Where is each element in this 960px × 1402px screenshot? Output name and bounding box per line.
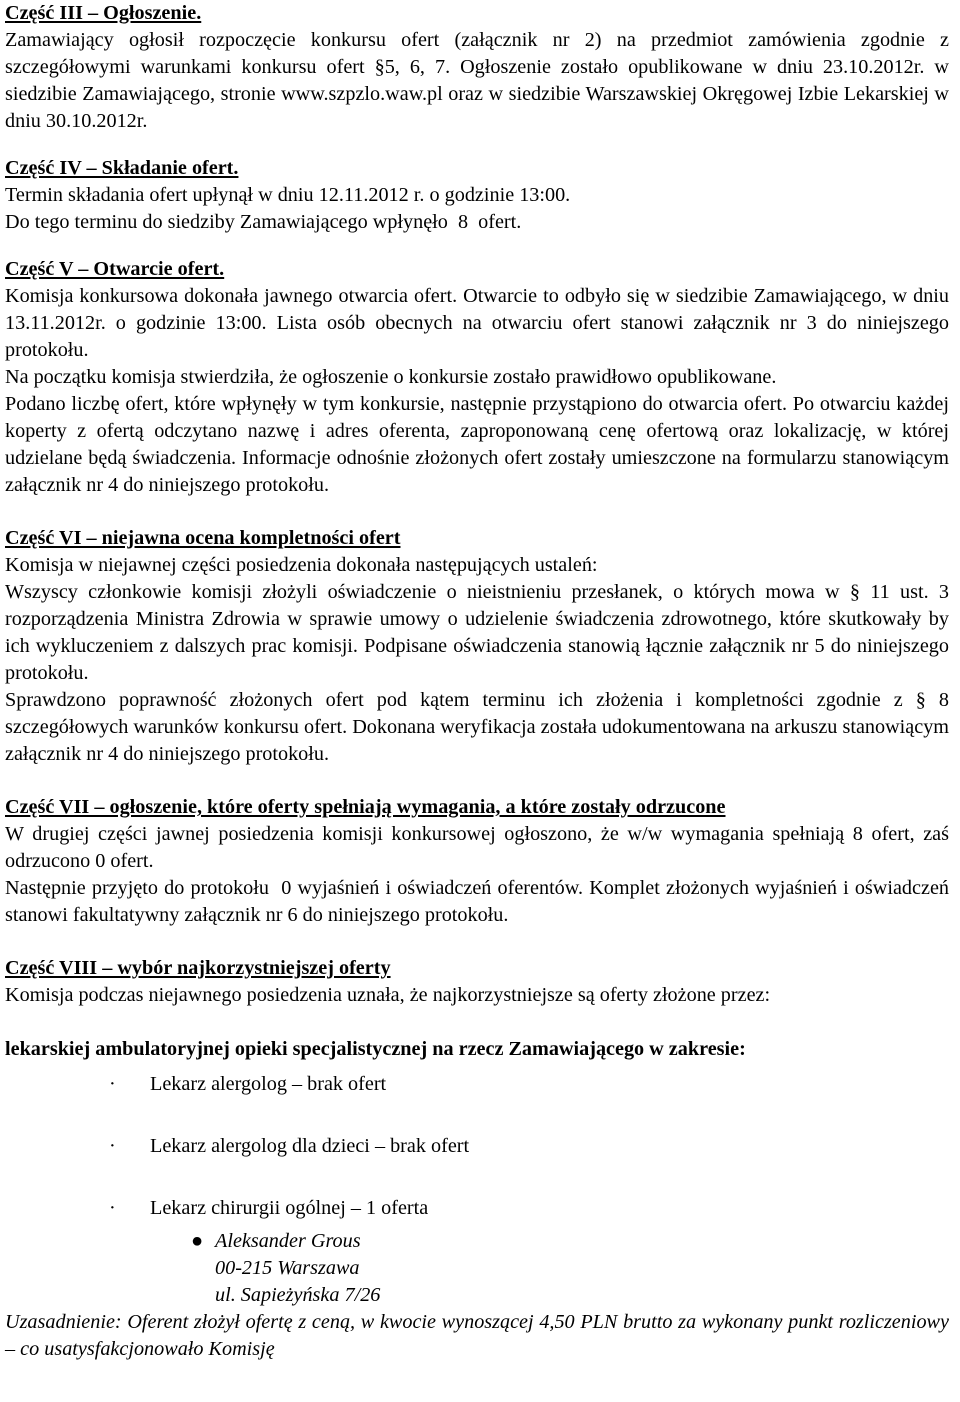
section-6-heading: Część VI – niejawna ocena kompletności ofert <box>5 527 401 549</box>
section-4-line-1: Termin składania ofert upłynął w dniu 12.11.2012 r. o godzinie 13:00. <box>5 184 571 206</box>
middle-dot-icon: · <box>109 1135 116 1157</box>
section-5-heading: Część V – Otwarcie ofert. <box>5 258 225 280</box>
section-4 <box>5 155 949 236</box>
section-6-paragraph-3: Sprawdzono poprawność złożonych ofert pod kątem terminu ich złożenia i kompletności zgodnie z § 8 szczegółowych warunków konkursu ofert. Dokonana weryfikacja została udokumentowana na arkuszu stanowiącym załącznik nr 4 do niniejszego protokołu. <box>5 689 949 765</box>
justification: Uzasadnienie: Oferent złożył ofertę z ceną, w kwocie wynoszącej 4,50 PLN brutto za wykonany punkt rozliczeniowy – co usatysfakcjonowało Komisję <box>5 1311 949 1360</box>
section-5-paragraph-2: Na początku komisja stwierdziła, że ogłoszenie o konkursie zostało prawidłowo opublikowane. <box>5 366 777 388</box>
section-5-paragraph-3: Podano liczbę ofert, które wpłynęły w tym konkursie, następnie przystąpiono do otwarcia ofert. Po otwarciu każdej koperty z ofertą odczytano nazwę i adres oferenta, zaproponowaną cenę ofertową oraz lokalizację, w której udzielane będą świadczenia. Informacje odnośnie złożonych ofert zostały umieszczone na formularzu stanowiącym załącznik nr 4 do niniejszego protokołu. <box>5 393 949 496</box>
offeror-block <box>5 1228 949 1309</box>
section-7-heading: Część VII – ogłoszenie, które oferty spełniają wymagania, a które zostały odrzucone <box>5 796 726 818</box>
list-item <box>5 1071 949 1098</box>
section-3-heading: Część III – Ogłoszenie. <box>5 2 202 24</box>
list-item <box>5 1195 949 1222</box>
section-8-paragraph: Komisja podczas niejawnego posiedzenia uznała, że najkorzystniejsze są oferty złożone przez: <box>5 984 771 1006</box>
section-6-paragraph-1: Komisja w niejawnej części posiedzenia dokonała następujących ustaleń: <box>5 554 598 576</box>
document-page <box>5 0 955 1363</box>
section-4-heading: Część IV – Składanie ofert. <box>5 157 239 179</box>
section-6-paragraph-2: Wszyscy członkowie komisji złożyli oświadczenie o nieistnieniu przesłanek, o których mowa w § 11 ust. 3 rozporządzenia Ministra Zdrowia w sprawie umowy o udzielenie świadczenia zdrowotnego, które skutkowały by ich wykluczeniem z dalszych prac komisji. Podpisane oświadczenia stanowią łącznie załącznik nr 5 do niniejszego protokołu. <box>5 581 949 684</box>
section-3 <box>5 0 949 135</box>
section-8-heading: Część VIII – wybór najkorzystniejszej oferty <box>5 957 391 979</box>
list-item-label: Lekarz alergolog – brak ofert <box>150 1073 387 1095</box>
offeror-name: Aleksander Grous <box>215 1230 361 1252</box>
section-5-paragraph-1: Komisja konkursowa dokonała jawnego otwarcia ofert. Otwarcie to odbyło się w siedzibie Zamawiającego, w dniu 13.11.2012r. o godzinie 13:00. Lista osób obecnych na otwarciu ofert stanowi załącznik nr 3 do niniejszego protokołu. <box>5 285 949 361</box>
offeror-street: ul. Sapieżyńska 7/26 <box>215 1284 381 1306</box>
section-4-line-2: Do tego terminu do siedziby Zamawiającego wpłynęło 8 ofert. <box>5 211 522 233</box>
section-7-paragraph-1: W drugiej części jawnej posiedzenia komisji konkursowej ogłoszono, że w/w wymagania spełniają 8 ofert, zaś odrzucono 0 ofert. <box>5 823 949 872</box>
offeror-city: 00-215 Warszawa <box>215 1257 360 1279</box>
list-item-label: Lekarz chirurgii ogólnej – 1 oferta <box>150 1197 429 1219</box>
section-7 <box>5 794 955 929</box>
middle-dot-icon: · <box>109 1073 116 1095</box>
bullet-icon: ● <box>191 1230 204 1252</box>
section-7-paragraph-2: Następnie przyjęto do protokołu 0 wyjaśnień i oświadczeń oferentów. Komplet złożonych wyjaśnień i oświadczeń stanowi fakultatywny załącznik nr 6 do niniejszego protokołu. <box>5 877 955 926</box>
section-8 <box>5 955 949 1363</box>
middle-dot-icon: · <box>109 1197 116 1219</box>
section-5 <box>5 256 949 499</box>
section-3-paragraph: Zamawiający ogłosił rozpoczęcie konkursu ofert (załącznik nr 2) na przedmiot zamówienia zgodnie z szczegółowymi warunkami konkursu ofert §5, 6, 7. Ogłoszenie zostało opublikowane w dniu 23.10.2012r. w siedzibie Zamawiającego, stronie www.szpzlo.waw.pl oraz w siedzibie Warszawskiej Okręgowej Izbie Lekarskiej w dniu 30.10.2012r. <box>5 29 949 132</box>
section-6 <box>5 525 949 768</box>
scope-line: lekarskiej ambulatoryjnej opieki specjalistycznej na rzecz Zamawiającego w zakresie: <box>5 1038 746 1060</box>
list-item-label: Lekarz alergolog dla dzieci – brak ofert <box>150 1135 470 1157</box>
list-item <box>5 1133 949 1160</box>
